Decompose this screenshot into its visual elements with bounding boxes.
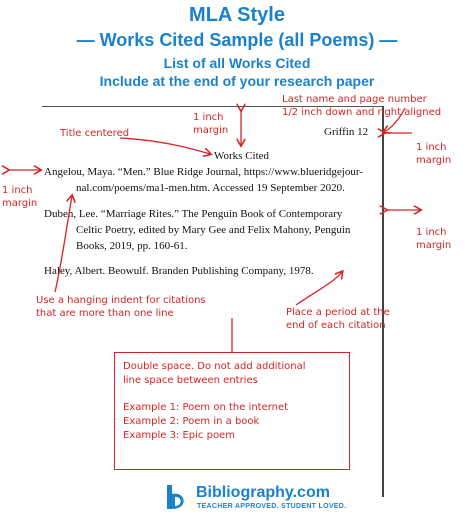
double-space-box <box>114 352 350 470</box>
box-line-1: Double space. Do not add additional <box>123 361 306 372</box>
annotation-hanging-indent-2: that are more than one line <box>36 308 174 319</box>
annotation-right-margin-upper-2: margin <box>416 155 452 166</box>
annotation-left-margin-2: margin <box>2 198 38 209</box>
annotation-right-margin-lower-2: margin <box>416 240 452 251</box>
annotation-running-head-1: Last name and page number <box>282 94 427 105</box>
page-title: MLA Style <box>189 4 285 26</box>
logo-tagline: TEACHER APPROVED. STUDENT LOVED. <box>197 503 347 510</box>
annotation-period-2: end of each citation <box>286 320 386 331</box>
citation-1-line-2: nal.com/poems/ma1-men.htm. Accessed 19 September 2020. <box>76 182 345 194</box>
annotation-hanging-indent-1: Use a hanging indent for citations <box>36 295 206 306</box>
annotation-running-head-2: 1/2 inch down and right aligned <box>282 107 442 118</box>
annotation-top-margin-1: 1 inch <box>193 112 224 123</box>
box-example-2: Example 2: Poem in a book <box>123 416 260 427</box>
subheading-include: Include at the end of your research paper <box>99 73 375 89</box>
annotation-period-1: Place a period at the <box>286 307 390 318</box>
logo-name: Bibliography.com <box>196 484 330 501</box>
citation-2-line-1: Duben, Lee. “Marriage Rites.” The Penguin Book of Contemporary <box>44 208 343 220</box>
works-cited-title: Works Cited <box>214 150 270 162</box>
page-subtitle: — Works Cited Sample (all Poems) — <box>76 30 398 50</box>
citation-1-line-1: Angelou, Maya. “Men.” Blue Ridge Journal, https://www.blueridgejour- <box>44 166 363 178</box>
box-example-1: Example 1: Poem on the internet <box>123 402 289 413</box>
bibliography-b-icon <box>162 482 192 512</box>
citation-2-line-2: Celtic Poetry, edited by Mary Gee and Felix Mahony, Penguin <box>76 224 351 236</box>
box-line-2: line space between entries <box>123 375 258 386</box>
running-head: Griffin 12 <box>324 126 369 138</box>
annotation-right-margin-upper-1: 1 inch <box>416 142 447 153</box>
bibliography-logo <box>160 482 347 514</box>
citation-2-line-3: Books, 2019, pp. 160-61. <box>76 240 188 252</box>
box-example-3: Example 3: Epic poem <box>123 430 235 441</box>
annotation-left-margin-1: 1 inch <box>2 185 33 196</box>
annotation-top-margin-2: margin <box>193 125 229 136</box>
citation-3-line-1: Haley, Albert. Beowulf. Branden Publishing Company, 1978. <box>44 265 314 277</box>
annotation-right-margin-lower-1: 1 inch <box>416 227 447 238</box>
annotation-title-centered: Title centered <box>60 128 130 139</box>
subheading-list: List of all Works Cited <box>163 55 311 71</box>
